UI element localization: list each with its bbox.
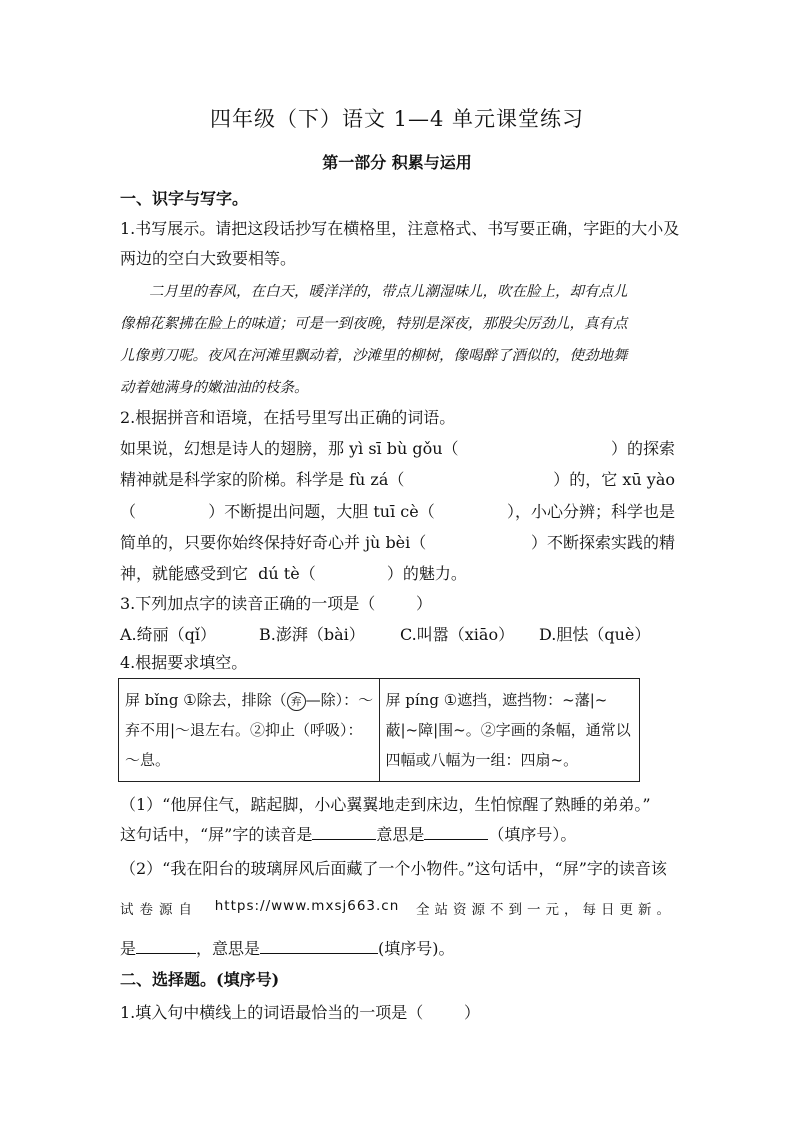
q3-options <box>120 622 675 645</box>
answer-blank[interactable] <box>424 825 488 840</box>
q3-option: C.叫嚣（xiāo） <box>400 625 515 644</box>
q4-text: (填序号)。 <box>378 939 455 958</box>
q2-stem: 2.根据拼音和语境，在括号里写出正确的词语。 <box>120 408 456 427</box>
q4-text: 是 <box>120 939 137 958</box>
section-heading-2: 二、选择题。(填序号) <box>120 970 280 989</box>
q4-text: （填序号）。 <box>488 825 577 844</box>
passage-line: 动着她满身的嫩油油的枝条。 <box>120 380 309 396</box>
dict-text: 屏 bǐng ①除去，排除（ <box>125 691 287 709</box>
q2-line: 神，就能感受到它 dú tè（ ）的魅力。 <box>120 564 467 583</box>
q2-text: ）的探索 <box>610 439 675 458</box>
q4-text: ，意思是 <box>196 939 261 958</box>
q2-text: ），小心分辨；科学也是 <box>506 502 675 521</box>
dict-entry-bing <box>119 679 380 782</box>
part-heading: 第一部分 积累与运用 <box>322 153 472 172</box>
answer-blank[interactable] <box>260 939 378 954</box>
q3-option: D.胆怯（què） <box>539 625 651 644</box>
sec2-q1: 1.填入句中横线上的词语最恰当的一项是（ ） <box>120 1003 480 1022</box>
q4-sub1-answer <box>120 822 675 845</box>
q3-stem: 3.下列加点字的读音正确的一项是（ ） <box>120 594 432 613</box>
source-footer <box>120 898 675 918</box>
dictionary-table <box>118 678 640 782</box>
page-title: 四年级（下）语文 1—4 单元课堂练习 <box>209 107 585 131</box>
q4-stem: 4.根据要求填空。 <box>120 653 248 672</box>
q2-text: 精神就是科学家的阶梯。科学是 fù zá（ <box>120 470 405 489</box>
q4-text: 这句话中，“屏”字的读音是 <box>120 825 313 844</box>
q2-line <box>120 467 675 490</box>
q2-line <box>120 499 675 522</box>
q2-text: ）的，它 xū yào <box>553 470 675 489</box>
dict-entry-ping <box>379 679 640 782</box>
q2-text: 简单的，只要你始终保持好奇心并 jù bèi（ <box>120 533 427 552</box>
passage-line: 二月里的春风，在白天，暖洋洋的，带点儿潮湿味儿，吹在脸上，却有点儿 <box>120 284 628 300</box>
q2-line <box>120 530 675 553</box>
q4-text: 意思是 <box>376 825 425 844</box>
q2-text: ）不断提出问题，大胆 tuī cè（ <box>208 502 435 521</box>
q2-line <box>120 436 675 459</box>
footer-source: 试卷源自 <box>120 902 198 918</box>
q2-text: ）不断探索实践的精 <box>530 533 675 552</box>
q4-sub2-answer <box>120 936 675 959</box>
answer-blank[interactable] <box>136 939 196 954</box>
passage-line: 儿像剪刀呢。夜风在河滩里飘动着，沙滩里的柳树，像喝醉了酒似的，使劲地舞 <box>120 348 628 364</box>
section-heading-1: 一、识字与写字。 <box>120 189 249 208</box>
answer-blank[interactable] <box>312 825 376 840</box>
circled-char: 弃 <box>287 692 306 711</box>
q4-sub2-line: （2）“我在阳台的玻璃屏风后面藏了一个小物件。”这句话中，“屏”字的读音该 <box>120 859 667 878</box>
footer-note: 全站资源不到一元，每日更新。 <box>416 902 675 918</box>
passage-line: 像棉花絮拂在脸上的味道；可是一到夜晚，特别是深夜，那股尖厉劲儿，真有点 <box>120 316 628 332</box>
q3-option: B.澎湃（bài） <box>259 625 365 644</box>
q1-line1: 1.书写展示。请把这段话抄写在横格里，注意格式、书写要正确，字距的大小及 <box>120 219 680 238</box>
q3-option: A.绮丽（qǐ） <box>120 625 217 644</box>
q4-sub1-line: （1）“他屏住气，踮起脚，小心翼翼地走到床边，生怕惊醒了熟睡的弟弟。” <box>120 795 651 814</box>
footer-url[interactable]: https://www.mxsj663.cn <box>214 898 400 914</box>
dict-text: —除）：～弃不用|～退左右。②抑止（呼吸）：～息。 <box>125 691 374 769</box>
q2-text: （ <box>120 502 137 521</box>
q2-text: 如果说，幻想是诗人的翅膀，那 yì sī bù gǒu（ <box>120 439 459 458</box>
dict-text: 屏 píng ①遮挡，遮挡物：~藩|~蔽|~障|围~。②字画的条幅，通常以四幅或八幅为一组：四扇~。 <box>385 691 631 769</box>
q1-line2: 两边的空白大致要相等。 <box>120 249 297 268</box>
